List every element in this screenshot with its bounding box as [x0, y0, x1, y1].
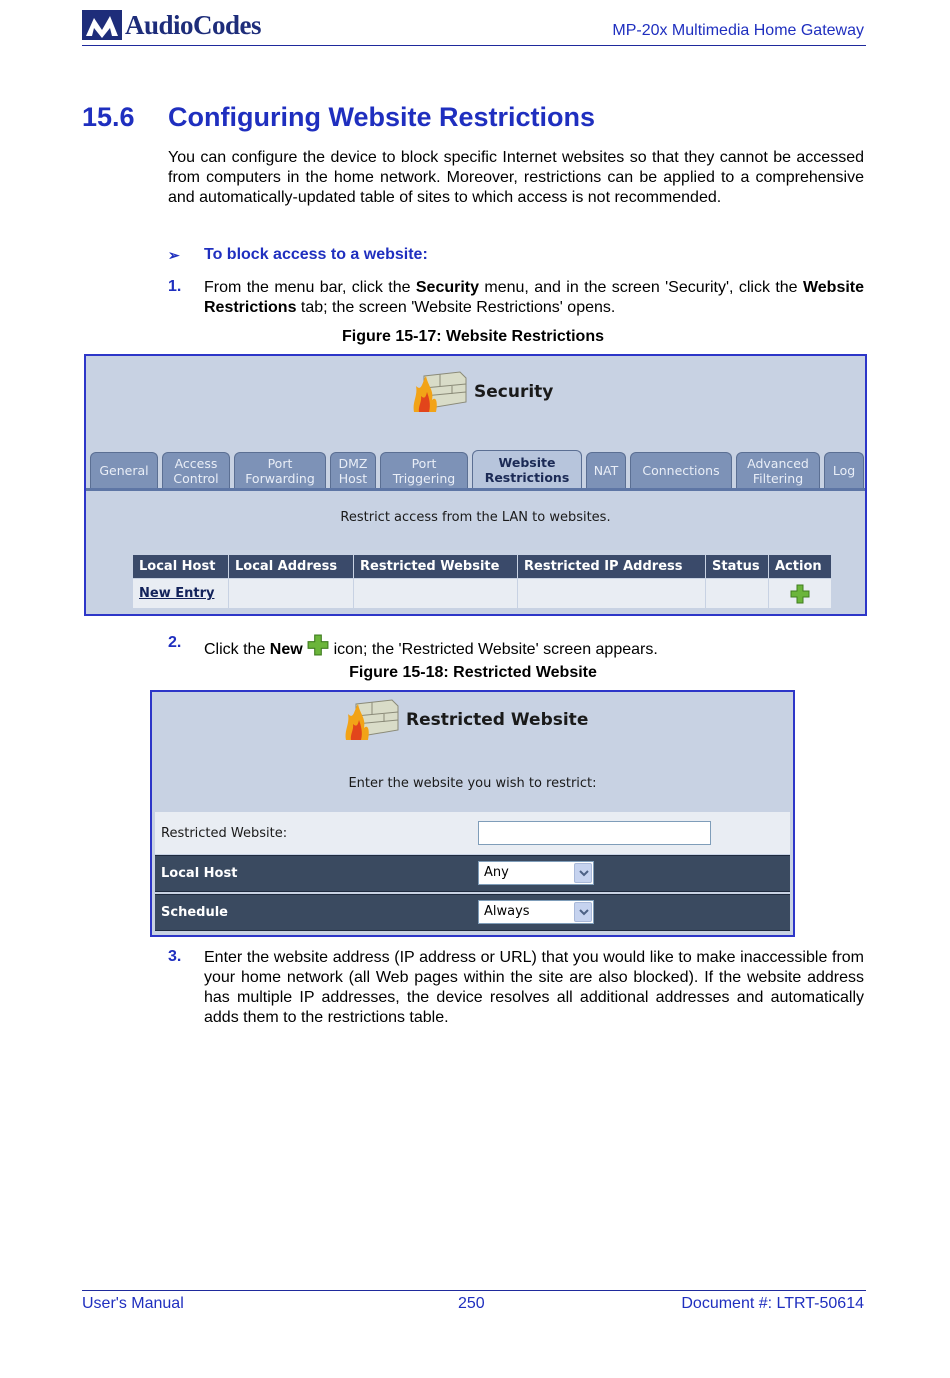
restricted-website-title: Restricted Website	[406, 710, 589, 730]
schedule-select[interactable]	[478, 900, 594, 924]
intro-paragraph: You can configure the device to block specific Internet websites so that they cannot be accessed from computers in the home network. Moreover, restrictions can be applied to a comprehensive and automatically-updated table of sites to which access is not recommended.	[168, 149, 864, 206]
new-entry-cell	[133, 579, 229, 609]
tab-log[interactable]: Log	[824, 452, 864, 488]
security-header	[410, 368, 553, 416]
col-restricted-website: Restricted Website	[354, 555, 518, 579]
step-3-number: 3.	[168, 948, 182, 965]
page-number: 250	[458, 1295, 485, 1312]
website-restrictions-screenshot	[84, 354, 867, 616]
tab-port-forwarding[interactable]: Port Forwarding	[234, 452, 326, 488]
section-number: 15.6	[82, 102, 135, 132]
procedure-title: To block access to a website:	[204, 246, 428, 263]
tab-underline	[86, 488, 865, 491]
audiocodes-logo-icon	[82, 10, 122, 40]
tab-access-control[interactable]: Access Control	[162, 452, 230, 488]
local-host-select[interactable]	[478, 861, 594, 885]
col-restricted-ip-address: Restricted IP Address	[518, 555, 706, 579]
section-title: Configuring Website Restrictions	[168, 102, 596, 132]
local-host-row	[155, 855, 790, 892]
step-2-text: Click the New icon; the 'Restricted Website' screen appears.	[204, 634, 864, 660]
col-status: Status	[706, 555, 769, 579]
restricted-website-instructions: Enter the website you wish to restrict:	[348, 776, 597, 791]
step-2-number: 2.	[168, 634, 182, 651]
tab-general[interactable]: General	[90, 452, 158, 488]
firewall-icon	[410, 368, 468, 416]
local-host-label: Local Host	[161, 866, 238, 881]
schedule-value: Always	[484, 904, 530, 919]
logo-text: AudioCodes	[125, 9, 262, 40]
audiocodes-logo	[82, 8, 261, 42]
security-screen-title: Security	[474, 382, 554, 402]
step-1-text: From the menu bar, click the Security menu, and in the screen 'Security', click the Website Restrictions tab; the screen 'Website Restrictions' opens.	[204, 279, 865, 316]
step-3-text: Enter the website address (IP address or URL) that you would like to make inaccessible from your home network (all Web pages within the site are also blocked). If the website address has multiple IP addresses, the device resolves all additional addresses and automatically adds them to the restrictions table.	[204, 949, 864, 1026]
plus-icon[interactable]	[790, 584, 810, 604]
restricted-website-header	[342, 696, 588, 744]
plus-icon	[307, 634, 329, 656]
restrictions-table	[132, 554, 832, 609]
restricted-website-row	[155, 812, 790, 854]
restrict-instructions: Restrict access from the LAN to websites.	[340, 510, 611, 525]
arrow-bullet-icon: ➢	[168, 246, 180, 263]
chevron-down-icon	[574, 902, 592, 922]
new-entry-link[interactable]: New Entry	[139, 586, 215, 601]
action-cell	[769, 579, 832, 609]
restricted-website-label: Restricted Website:	[161, 825, 288, 841]
table-header-row	[133, 555, 832, 579]
tab-connections[interactable]: Connections	[630, 452, 732, 488]
table-row	[133, 579, 832, 609]
tab-port-triggering[interactable]: Port Triggering	[380, 452, 468, 488]
restricted-website-screenshot	[150, 690, 795, 937]
restricted-website-input[interactable]	[478, 821, 711, 845]
tab-advanced-filtering[interactable]: Advanced Filtering	[736, 452, 820, 488]
tab-dmz-host[interactable]: DMZ Host	[330, 452, 376, 488]
page-header	[82, 8, 866, 46]
step-1-number: 1.	[168, 278, 182, 295]
procedure-heading	[168, 246, 428, 264]
firewall-icon	[342, 696, 400, 744]
footer-left: User's Manual	[82, 1295, 184, 1312]
local-host-value: Any	[484, 865, 509, 880]
col-local-address: Local Address	[229, 555, 354, 579]
schedule-label: Schedule	[161, 905, 228, 920]
schedule-row	[155, 894, 790, 931]
header-title: MP-20x Multimedia Home Gateway	[612, 22, 864, 39]
col-action: Action	[769, 555, 832, 579]
figure-2-caption: Figure 15-18: Restricted Website	[349, 664, 597, 681]
figure-1-caption: Figure 15-17: Website Restrictions	[342, 328, 604, 345]
chevron-down-icon	[574, 863, 592, 883]
tab-nat[interactable]: NAT	[586, 452, 626, 488]
page-footer	[82, 1290, 866, 1312]
footer-right: Document #: LTRT-50614	[681, 1295, 864, 1312]
tab-website-restrictions[interactable]: Website Restrictions	[472, 450, 582, 488]
col-local-host: Local Host	[133, 555, 229, 579]
